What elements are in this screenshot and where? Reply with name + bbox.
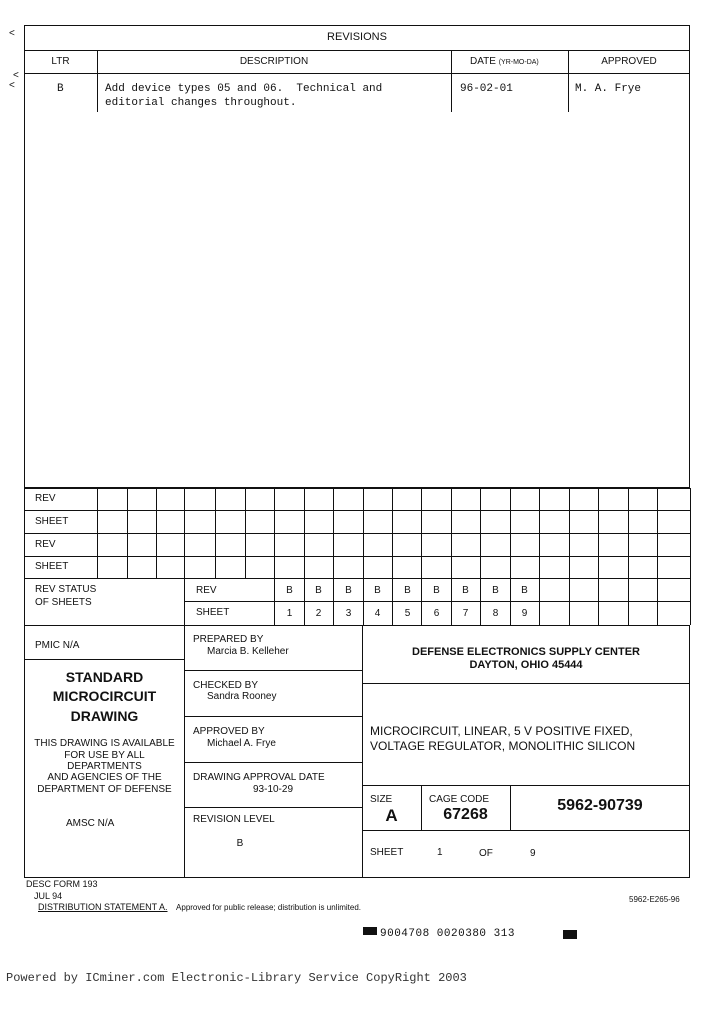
rev-status-rev: B: [404, 585, 411, 596]
powered-by-text: Powered by ICminer.com Electronic-Library Service CopyRight 2003: [6, 971, 467, 985]
drawing-title-line3: DRAWING: [70, 708, 139, 724]
grid-label-sheet: SHEET: [35, 516, 69, 527]
margin-mark: <: [9, 80, 15, 91]
agency-line1: DEFENSE ELECTRONICS SUPPLY CENTER: [412, 646, 640, 658]
rev-status-sheet: 4: [374, 608, 381, 619]
cage-code-label: CAGE CODE: [429, 794, 490, 805]
col-header-date: [470, 56, 539, 67]
rev-status-rev: B: [492, 585, 499, 596]
checked-by-label: CHECKED BY: [193, 680, 259, 691]
rev-status-sheet: 5: [404, 608, 411, 619]
rev-status-sheet: 8: [492, 608, 499, 619]
grid-label-rev: REV: [35, 539, 56, 550]
approved-by-label: APPROVED BY: [193, 726, 265, 737]
rev-status-label-line1: REV STATUS: [35, 584, 97, 595]
rev-status-rev: B: [433, 585, 440, 596]
grid-label-sheet: SHEET: [35, 561, 69, 572]
margin-mark: <: [9, 28, 15, 39]
revision-level-value: B: [236, 838, 244, 849]
col-header-date-format: (YR-MO-DA): [498, 59, 539, 66]
form-number: DESC FORM 193: [26, 879, 98, 889]
distribution-text: Approved for public release; distribution is unlimited.: [176, 903, 362, 912]
rev-status-rev: B: [462, 585, 469, 596]
distribution-statement: [38, 902, 361, 912]
rev-status-sheet: 2: [315, 608, 322, 619]
revision-level-label: REVISION LEVEL: [193, 814, 275, 825]
approved-by-name: Michael A. Frye: [207, 738, 276, 749]
margin-mark: <: [13, 70, 19, 81]
availability-line2: FOR USE BY ALL: [64, 750, 145, 761]
rev-status-sheet: 7: [462, 608, 469, 619]
revision-approved: M. A. Frye: [575, 83, 642, 95]
revision-description-line1: Add device types 05 and 06. Technical and: [105, 83, 383, 95]
rev-status-rev-label: REV: [196, 585, 217, 596]
col-header-date-label: DATE: [470, 56, 496, 67]
drawing-subject-line2: VOLTAGE REGULATOR, MONOLITHIC SILICON: [370, 739, 636, 753]
availability-line3: DEPARTMENTS: [67, 761, 142, 772]
col-header-approved: APPROVED: [601, 56, 657, 67]
drawing-title-line1: STANDARD: [65, 669, 144, 685]
drawing-title-line2: MICROCIRCUIT: [52, 688, 157, 704]
checked-by-name: Sandra Rooney: [207, 691, 277, 702]
revision-date: 96-02-01: [460, 83, 513, 95]
sheet-label: SHEET: [370, 847, 404, 858]
sheet-value: 1: [437, 847, 443, 858]
amsc-label: AMSC N/A: [66, 818, 115, 829]
rev-status-rev: B: [521, 585, 528, 596]
drawing-number: 5962-90739: [557, 797, 643, 814]
availability-line1: THIS DRAWING IS AVAILABLE: [34, 738, 175, 749]
col-header-ltr: LTR: [51, 56, 70, 67]
rev-status-rev: B: [345, 585, 352, 596]
cage-code-value: 67268: [443, 806, 488, 823]
revision-description-line2: editorial changes throughout.: [105, 97, 297, 109]
document-code: 5962-E265-96: [629, 895, 680, 904]
size-label: SIZE: [370, 794, 393, 805]
col-header-description: DESCRIPTION: [239, 56, 309, 67]
rev-status-rev: B: [286, 585, 293, 596]
prepared-by-label: PREPARED BY: [193, 634, 264, 645]
barcode-left-mark: [363, 927, 377, 935]
size-value: A: [385, 806, 398, 825]
rev-status-sheet: 3: [345, 608, 352, 619]
revisions-title: REVISIONS: [327, 31, 387, 43]
of-label: OF: [479, 848, 493, 859]
rev-status-rev: B: [315, 585, 322, 596]
rev-status-label-line2: OF SHEETS: [35, 597, 92, 608]
of-value: 9: [530, 848, 536, 859]
rev-status-sheet: 1: [286, 608, 293, 619]
agency-line2: DAYTON, OHIO 45444: [469, 659, 583, 671]
form-date: JUL 94: [34, 891, 63, 901]
rev-status-sheet: 9: [521, 608, 528, 619]
grid-label-rev: REV: [35, 493, 56, 504]
drawing-subject-line1: MICROCIRCUIT, LINEAR, 5 V POSITIVE FIXED,: [370, 724, 633, 738]
revision-ltr: B: [57, 83, 64, 95]
distribution-label: DISTRIBUTION STATEMENT A.: [38, 902, 168, 912]
approval-date-label: DRAWING APPROVAL DATE: [193, 772, 325, 783]
rev-status-sheet-label: SHEET: [196, 607, 230, 618]
prepared-by-name: Marcia B. Kelleher: [207, 646, 289, 657]
barcode-right-mark: [563, 930, 577, 939]
rev-status-sheet: 6: [433, 608, 440, 619]
availability-line4: AND AGENCIES OF THE: [47, 772, 162, 783]
pmic-label: PMIC N/A: [35, 640, 80, 651]
approval-date-value: 93-10-29: [252, 784, 294, 795]
barcode-text: 9004708 0020380 313: [380, 928, 515, 940]
rev-status-rev: B: [374, 585, 381, 596]
availability-line5: DEPARTMENT OF DEFENSE: [37, 784, 172, 795]
